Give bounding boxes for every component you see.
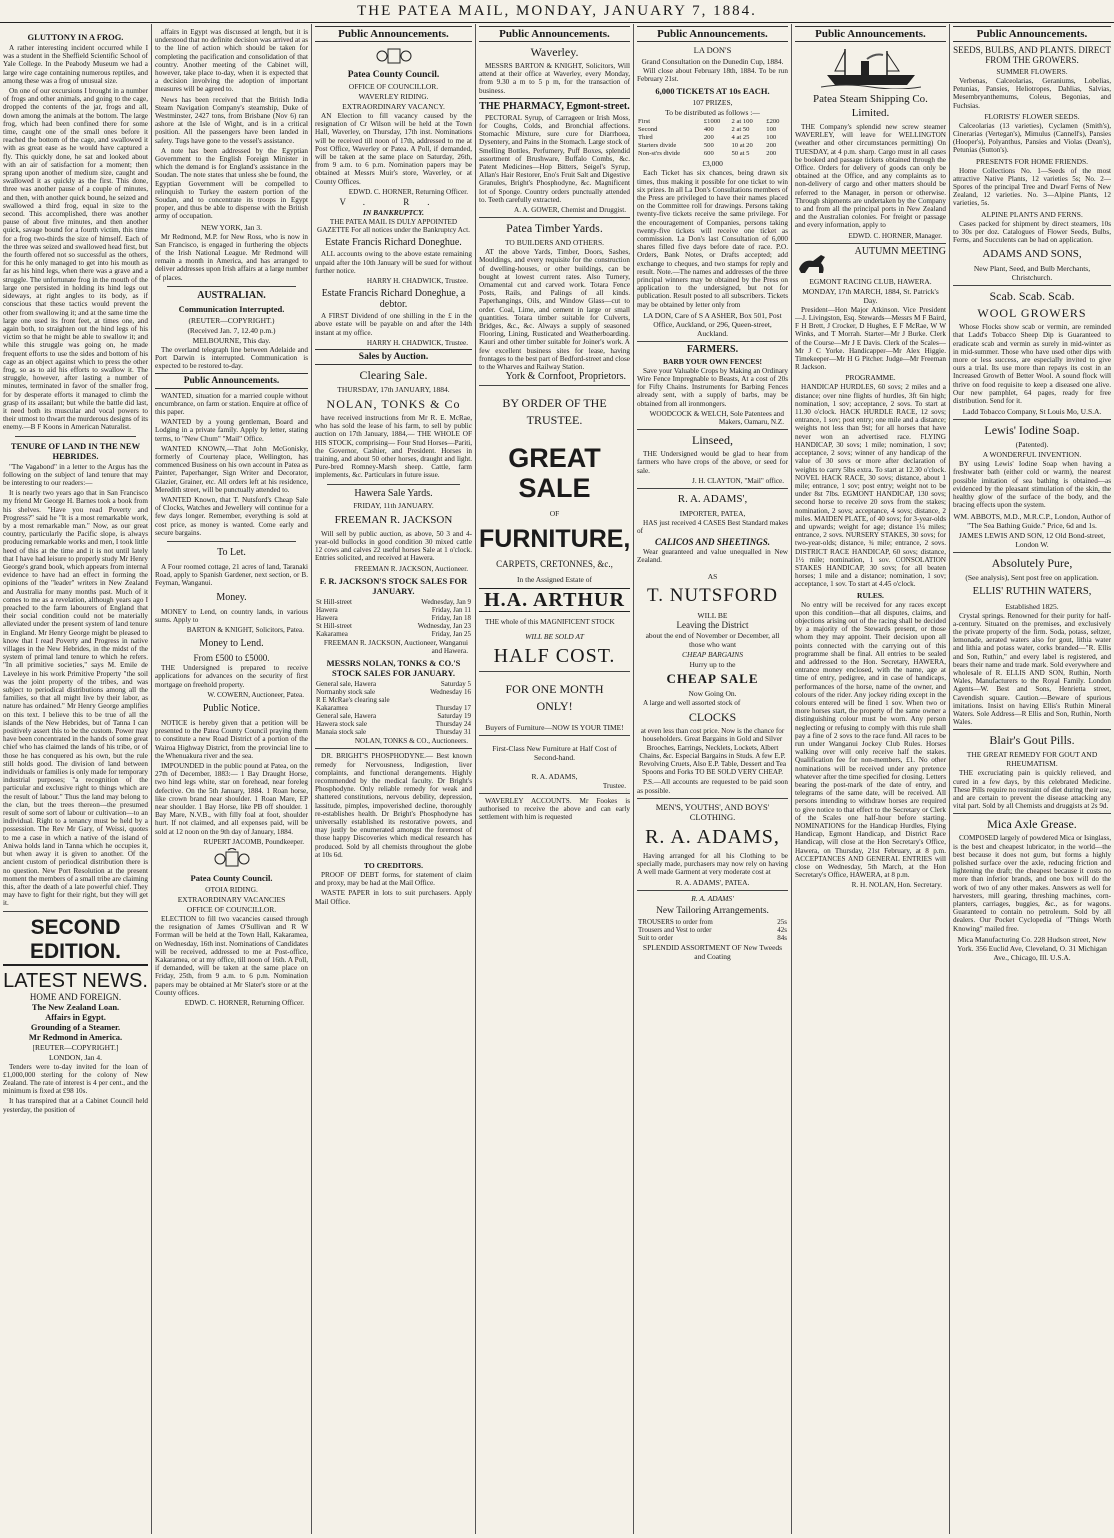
waste-paper-ad: WASTE PAPER in lots to suit purchasers. Apply Mail Office. [315,889,472,906]
nolan-secretary-signature: R. H. NOLAN, Hon. Secretary. [851,881,942,890]
wanted-ad-1: WANTED, situation for a married couple without encumbrance, on farm or station. Enquire at office of this paper. [155,391,308,416]
nolan-stock-title: MESSRS NOLAN, TONKS & CO.'S STOCK SALES FOR JANUARY. [326,658,461,679]
bankruptcy-heading: IN BANKRUPTCY. [362,208,425,218]
steamer-paragraph: News has been received that the British India Steam Navigation Company's steamship, Duke of Westminster, 2427 tons, from Brisbane (Nov 6) ran ashore at the Isle of Wight, and is in a critical position. All the passengers have been landed in safety. Tugs have gone to the vessel's assistance. [155,95,308,145]
jackson-signature: FREEMAN R. JACKSON, Auctioneer. [354,564,468,573]
tenure-paragraph-2: It is nearly two years ago that in San Francisco my friend Mr George H. Barnes took a book from his shelves. "Have you read Poverty and Progress?" said he "It is a most remarkable work, by a most remarkable man." Now, as our great country, particularly the Pacific slope, is always producing remarkable works and men, I took little heed of this at the time and it is not until lately that I have had leisure to properly study Mr Henry George's grand book, which appears from internal evidence to have had an effect in forming the opinions of the "leader" writers in New Zealand and Australia for many months past. Much of it comes to me as a revelation, although years ago I preached to the farm labourers of England that their social condition could not be materially alleviated under the present system of land tenure in England. Mr Henry George might be pleased to know that I read Poverty and Progress in native villages in the New Hebrides, in the midst of the system of primal land tenure to which he refers. "In all primitive societies," says M. Emile de Laveleye in his work Primitive Property "the soil was the joint property of the tribes, and was subject to periodical distributions among all the families, so that all might live by their labor, as nature has ordained." Mr Henry George amplifies on this text. I believe this to be true of all the islands of the New Hebrides, but of Tanna I can positively assert this to be the custom. Power may have been concentrated in the hands of some great chief who has claimed the lands of his tribe, or of those he has conquered as his own, but the rule still holds good. The division of land between individuals or families is only made for temporary industrial purposes; "a recognition of the particular and exclusive right to things which are the result of labour." Thus the land may belong to the clan, but the trees thereon—the presumed result of some sort of labour or cultivation—to an individual. Right to a tenancy must be held by a possession. The Rev Mr Gary, of Weissi, quotes to me a case in which a native of the island of Aniwa holds land in Tanna which he occupies it, but when away it is given to another. Of the ancient custom of periodical distribution there is no question. New Port Resolution at the present moment the members of a small tribe are claiming this, after the death of a late powerful chief. They may have to fight for their right, but they will get it. [3,489,148,908]
table-row: Non-st'rs divide 600 50 at 5 200 [638,150,777,158]
otoia-extraordinary: EXTRAORDINARY VACANCIES [177,895,286,905]
leaving-line: Leaving the District [676,619,749,630]
table-row: General sale, Hawera Saturday 19 [316,712,471,721]
summer-flowers-list: Verbenas, Calceolarias, Geraniums, Lobelias, Petunias, Pansies, Heliotropes, Dahlias, Salvias, Mesembryanthemums, Coleus, Begonias, and Fuchsias. [953,77,1111,110]
ellis-waters-banner: ELLIS' RUTHIN WATERS, [972,585,1092,597]
tenure-paragraph-1: "The Vagabond" in a letter to the Argus has the following on the subject of land tenure that may be interesting to our readers:— [3,462,148,487]
otoia-riding: OTOIA RIDING. [205,885,258,895]
column-5 [634,24,792,1534]
jackson-stock-table [315,598,472,638]
steamship-icon [821,45,921,89]
headline-egypt: Affairs in Egypt. [45,1011,106,1022]
tailoring-heading: New Tailoring Arrangements. [656,906,769,917]
linseed-title: Linseed, [692,433,733,448]
hurry-line: Hurry up to the [689,659,736,669]
column-3-heading: Public Announcements. [315,26,472,42]
ps-line: P.S.—All accounts are requested to be paid soon as possible. [637,778,788,795]
redmond-paragraph: Mr Redmond, M.P. for New Ross, who is now in San Francisco, is engaged in furthering the objects of the Irish National League. Mr Redmond will remain a month in America, and has arranged to deliver addresses upon Irish affairs at a large number of places. [155,232,308,282]
money-title: Money. [216,591,247,603]
table-row: Hawera Friday, Jan 18 [316,613,471,622]
table-row: First £1000 2 at 100 £200 [638,118,780,126]
jackson-sale-paragraph: Will sell by public auction, as above, 50 3 and 4-year-old bullocks in good condition 30 mixed cattle 12 cows and calves 22 useful horses Sale at 1 o'clock. Entries solicited, and received at Hawera. [315,529,472,563]
cheap-sale-banner: CHEAP SALE [666,670,759,686]
table-row: Trousers and Vest to order 42s [638,926,787,935]
carpets-line: CARPETS, CRETONNES, &c., [496,558,613,569]
adams-heading: R. A. ADAMS', [677,493,748,506]
latest-news-heading: LATEST NEWS. [3,969,148,992]
tweeds-line: SPLENDID ASSORTMENT OF New Tweeds and Coating [642,943,783,962]
table-row: Normanby stock sale Wednesday 16 [316,688,471,697]
absolutely-pure: Absolutely Pure, [991,555,1073,570]
autumn-meeting-title: AUTUMN MEETING [854,245,946,257]
adams-trustee-name: R. A. ADAMS, [531,771,578,781]
table-row: St Hill-street Wednesday, Jan 23 [316,621,471,630]
prize-table [637,118,788,158]
soudan-paragraph: A note has been addressed by the Egyptian Government to the English Foreign Minister in which the demand is for England's assistance in the Soudan. The note states that unless she be found, the Egyptian Government will be compelled to relinquish to Turkey the eastern portion of the Soudan, and to concentrate its troops in Egypt proper, and thus be able to dispense with the British army of occupation. [155,146,308,221]
table-row: R E McRae's clearing sale [316,696,390,705]
tailoring-table [637,918,788,942]
lend-amount: From £500 to £5000. [193,653,270,664]
cheap-bargains: CHEAP BARGAINS [682,649,743,659]
barb-fences: BARB YOUR OWN FENCES! [662,356,763,366]
tenure-title: TENURE OF LAND IN THE NEW HEBRIDES. [10,440,141,461]
farmers-title: FARMERS. [686,343,739,355]
waverley-council-title: Patea County Council. [347,70,440,80]
cabinet-paragraph: It has transpired that at a Cabinet Council held yesterday, the position of [3,1097,148,1114]
nolan-tonks-banner: NOLAN, TONKS & Co [326,397,461,412]
estate-2-title: Estate Francis Richard Doneghue, a debtor. [321,288,466,311]
clearing-sale-date: THURSDAY, 17th JANUARY, 1884. [337,385,450,395]
ladon-close: Will close about February 18th, 1884. To be run February 21st. [637,67,788,84]
headline-steamer: Grounding of a Steamer. [30,1021,121,1032]
lewis-address: JAMES LEWIS AND SON, 12 Old Bond-street, London W. [958,530,1106,549]
table-row: Kakaramea Thursday 17 [316,704,471,713]
communication-title: Communication Interrupted. [178,303,285,314]
ladon-tickets: 6,000 TICKETS AT 10s EACH. [655,86,770,97]
coat-of-arms-icon [212,848,252,870]
column-6 [792,24,950,1534]
wanted-ad-4: WANTED Known, that T. Nutsford's Cheap Sale of Clocks, Watches and Jewellery will continue for a few days longer. Remember, everything is sold at cost price, as money is wanted. Come early and secure bargains. [155,495,308,537]
pharmacy-title: THE PHARMACY, Egmont-street. [479,100,630,112]
ladon-address: LA DON, Care of S A ASHER, Box 501, Post Office, Auckland, or 296, Queen-street, Auckland. [643,310,782,338]
impounded-paragraph: IMPOUNDED in the public pound at Patea, on the 27th of December, 1883:— 1 Bay Draught Horse, two hind legs white, star on forehead, near foreleg defective. On the 5th January, 1884. 1 Roan horse, like crown brand near shoulder. 1 Roan Mare, EP near shoulder. 1 Bay Horse, like PB off shoulder. 1 Bay Mare, N.V.B., with filly foal at foot, shoulder hurt. If not claimed, and all expenses paid, will be sold at 12 noon on the 9th day of January, 1884. [155,762,308,836]
going-on: Now Going On. [688,688,737,698]
jackson-banner: FREEMAN R. JACKSON [334,513,453,526]
adams-label-2: R. A. ADAMS' [691,894,734,904]
one-month-line: FOR ONE MONTH [505,681,604,696]
table-row: TROUSERS to order from 25s [638,918,787,927]
to-let-paragraph: A Four roomed cottage, 21 acres of land, Taranaki Road, apply to Spanish Gardener, next section, or B. Feyman, Wanganui. [155,562,308,588]
egmont-club: EGMONT RACING CLUB, HAWERA. [809,276,932,286]
mica-paragraph: COMPOSED largely of powdered Mica or Isinglass, is the best and cheapest lubricator, in the world—the best because it does not gum, but forms a highly polished surface over the axle, reducing friction and lightening the draft; the cheapest because it costs no more than inferior brands, and one box will do the work of two of any other makes. Answers as well for harvesters, mill gearing, threshing machines, corn-planters, carriages, buggies, &c., as for wagons. Guaranteed to contain no petroleum. Sold by all dealers. Our Pocket Cyclopedia of "Things Worth Knowing" mailed free. [953,834,1111,933]
waverley-riding: WAVERLEY RIDING. [358,92,429,101]
barton-knight-signature: BARTON & KNIGHT, Solicitors, Patea. [186,625,304,634]
florists-seeds: FLORISTS' FLOWER SEEDS. [984,111,1080,121]
patented-label: (Patented). [1015,440,1049,450]
london-dateline: LONDON, Jan 4. [49,1052,102,1062]
wanted-ad-3: WANTED KNOWN,—That John McGonisky, formerly of Courtenay place, Wellington, has commenced Business on his own account in Patea as Painter, Paperhanger, Sign Writer and Decorator, Glazier, Grainer, etc. All orders left at his residence, Meredith street, will be punctually attended to. [155,444,308,494]
proof-of-debt-ad: PROOF OF DEBT forms, for statement of claim and proxy, may be had at the Mail Office. [315,870,472,888]
clayton-signature: J. H. CLAYTON, "Mail" office. [692,476,784,485]
racehorse-icon [795,249,833,277]
calicos-line: CALICOS AND SHEETINGS. [655,536,770,547]
overland-paragraph: The overland telegraph line between Adelaide and Port Darwin is interrupted. Communication is expected to be restored to-day. [155,345,308,371]
egypt-paragraph: affairs in Egypt was discussed at length, but it is understood that no definite decision was arrived at as to the line of action which should be taken for completing the pacification and consolidation of that country. Another meeting of the Cabinet will, however, take place to-day, when it is expected that a decision involving the adoption of important measures will be agreed to. [155,28,308,94]
ladon-distribute: To be distributed as follows :— [665,108,760,118]
great-sale-banner: GREAT SALE [508,442,601,503]
column-4-heading: Public Announcements. [479,26,630,42]
race-officials: President—Hon Major Atkinson. Vice President—J. Livingston, Esq. Stewards—Messrs M F Baird, F H Brett, J Crocker, D Hughes, E F McRae, W W Winks, and T Morrah. Starter—Mr J Burke. Clerk of the Course—Mr J E Davis. Clerk of the Scales—Mr J C Yorke. Handicapper—Mr Alex Higgie. Timekeeper—Mr H G Pitcher. Judge—Mr Freeman R Jackson. [795,305,946,372]
column-7-heading: Public Announcements. [953,26,1111,42]
table-row: Starters divide 500 10 at 20 200 [638,142,777,150]
will-be-label: WILL BE [697,610,728,620]
programme-heading: PROGRAMME. [845,373,896,383]
table-row: Hawera stock sale Thursday 24 [316,720,471,729]
table-row: Suit to order 84s [638,934,787,943]
column-5-heading: Public Announcements. [637,26,788,42]
estate-2-paragraph: A FIRST Dividend of one shilling in the £ in the above estate will be payable on and after the 14th instant at my office. [315,312,472,337]
headline-redmond: Mr Redmond in America. [28,1031,123,1042]
presents-heading: PRESENTS FOR HOME FRIENDS. [975,156,1089,166]
ladon-subtitle: Grand Consultation on the Dunedin Cup, 1884. [641,57,784,66]
adams-sons-banner: ADAMS AND SONS, [982,248,1082,261]
waverley-election-paragraph: AN Election to fill vacancy caused by the resignation of Cr Wilson will be held at the Town Hall, Waverley, on Thursday, 17th inst. Nominations will be received till noon of 17th, addressed to me at Post Office, Waverley or Patea. A Poll, if demanded, will be taken at the same place on Saturday, 26th, from 9 a.m. to 6 p.m. Nomination papers may be obtained at Messrs Muir's store, Waverley, or at County Offices. [315,112,472,186]
timber-ad: AT the above Yards, Timber, Doors, Sashes, Mouldings, and every requisite for the construction of dwelling-houses, or other buildings, can be bought at lowest current rates. Also Turnery, Ornamental cut and carved work. Totara Fence Posts, Rails, and Palings of all kinds. Paperhangings, Oils, and Window Glass—cut to order. Coal, Lime, and cement in large or small quantities. Totara timber suitable for Culverts, Bridges, &c., &c. Always a supply of seasoned Flooring, Lining, Rusticated and Weatherboarding. Kauri and other timber suitable for Joiner's work. A few excellent business sites for lease, having frontages to the best part of Bedford-street and close to the Wharves and Railway Station. [479,248,630,372]
will-be-sold: WILL BE SOLD AT [525,631,584,641]
seeds-title: SEEDS, BULBS, AND PLANTS. DIRECT FROM THE GROWERS. [953,45,1111,65]
vr-mark: V. R. [339,197,448,208]
presents-list: Home Collections No. 1—Seeds of the most attractive Native Plants, 12 varieties 5s; No. 2—Spores of the principal Tree and Dwarf Ferns of New Zealand, 12 varieties. No. 3—Alpine Plants, 12 varieties, 5s. [953,166,1111,208]
table-row: Manaia stock sale Thursday 31 [316,728,471,737]
money-to-lend-title: Money to Lend. [199,638,264,650]
clocks-banner: CLOCKS [688,710,737,725]
whole-stock: THE whole of this MAGNIFICENT STOCK [485,617,615,626]
estate-1-title: Estate Francis Richard Doneghue. [325,237,462,249]
pharmacy-ad: PECTORAL Syrup, of Carrageen or Irish Moss, for Coughs, Colds, and Bronchial affections. Stomachic Mixture, sure cure for Diarrhoea, Dysentery, and Pains in the Stomach. Large stock of Smelling Bottles, Perfumery, Puff Boxes, splendid assortment of Brushware, Buffalo Combs, &c. Patent Medicines—Hop Bitters, Seigel's Syrup, Allan's Hair Restorer, Eno's Fruit Salt and Digestive Granules, Bright's Phosphodyne, &c. Magnificent lot of Sponge. Country orders punctually attended to. Teeth carefully extracted. [479,113,630,204]
clothing-paragraph: Having arranged for all his Clothing to be specially made, purchasers may now rely on having A well made Garment at very moderate cost at [637,851,788,877]
ellis-paragraph: Crystal springs. Renowned for their purity for half-a-century. Situated on the premises, and exclusively the private property of the firm. Soda, potass, seltzer, lemonade, aerated waters also for gout, lithia water and lithia and potass water, corks branded—"R. Ellis and Son, Ruthin," and every label is registered, and bears their name and trade mark. Sold everywhere and wholesale of R. ELLIS AND SON, Ruthin, North Wales, Manufacturers to the Royal Family. London Agents—W. Best and Sons, Henrietta street, Cavendish square. Caution.—Beware of spurious imitations. Insist on having Ellis's Ruthin Mineral Waters. Sole Address—R Ellis and Son, Ruthin, North Wales. [953,611,1111,727]
chadwick-signature-2: HARRY H. CHADWICK, Trustee. [366,338,468,347]
waverley-extraordinary: EXTRAORDINARY VACANCY. [342,102,445,111]
waverley-accounts: WAVERLEY ACCOUNTS. Mr Fookes is authorised to receive the above and can early settlement with him is requested [479,796,630,822]
chadwick-signature-1: HARRY H. CHADWICK, Trustee. [366,277,468,286]
frog-paragraph-2: On one of our excursions I brought in a number of frogs and other animals, and going to the cage, dropped the contents of the jar, frogs and all, down among the animals at the bottom. The large frog, which had been confined there for some time, caught one of the small ones before it reached the bottom of the cage, and swallowed it with as great ease as he would have captured a fly. This quickly done, he sat and looked about with an air of satisfaction for a moment; then sprang upon another of medium size, caught and swallowed it as quickly as the first. This done, three was another pause of a couple of minutes, and then, with another quick bound, he seized and swallowed a third frog, equal in size to the second. This accomplished, there was another pause of about five minutes, and then another quick, savage bound for a fourth victim, this time for a frog two-thirds the size of himself. Each of the three was seized and swallowed head first, but the fourth offered not so successful as the others, for this he only managed to get into his mouth as far as his hind legs, when there was a grave and a struggle. The unfortunate frog in the mouth of the large one persisted in holding its hind legs out sideways, at right angles to its body, as if conscious that these tactics would prevent the other from swallowing it; and at the same time the large one used its front feet, at times one, and again both, to straighten out the hind legs of his victim so that he might be able to swallow it; and while this struggle was going on, he made frequent efforts to use the sides and bottom of his cage as an object against which to press the other frog, so as to aid his efforts to swallow it. The struggle, however, after lasting a number of minutes, terminated in favor of the smaller frog, for by desperate efforts it managed to climb the grasp of its assailant; but while the battle did last, it need both its muscular and vocal powers to their utmost to thwart the murderous designs of its enemy.—B F Koons in American Naturalist. [3,87,148,432]
nolan-stock-table [315,680,472,736]
column-4 [476,24,634,1534]
mica-title: Mica Axle Grease. [987,817,1077,832]
adams-cases: HAS just received 4 CASES Best Standard makes of [637,519,788,536]
reuter-copyright: [REUTER—COPYRIGHT.] [32,1042,119,1052]
frog-title: GLUTTONY IN A FROG. [27,32,124,42]
arthur-banner: H.A. ARTHUR [479,588,630,612]
lend-paragraph: THE Undersigned is prepared to receive applications for advances on the security of first mortgage on freehold property. [155,664,308,689]
clothing-heading: MEN'S, YOUTHS', AND BOYS' CLOTHING. [655,801,770,822]
builders-subtitle: TO BUILDERS AND OTHERS. [504,238,605,248]
blair-paragraph: THE excruciating pain is quickly relieved, and cured in a few days, by this celebrated Medicine. These Pills require no restraint of diet during their use, and are certain to prevent the disease attacking any vital part. Sold by all Chemists and druggists at 2s 9d. [953,769,1111,811]
column-1 [0,24,152,1534]
waverley-office: OFFICE OF COUNCILLOR. [348,82,439,91]
table-row: St Hill-street Wednesday, Jan 9 [316,597,471,606]
by-order: BY ORDER OF THE [502,395,607,410]
summer-flowers: SUMMER FLOWERS. [996,67,1068,76]
linseed-paragraph: THE Undersigned would be glad to hear from farmers who have crops of the above, or seed for sale. [637,450,788,475]
scab-title: Scab. Scab. Scab. [989,289,1075,304]
trustee-label: Trustee. [602,781,626,790]
florists-list: Calceolarias (13 varieties), Cyclamen (Smith's), Cinerarias (Vertegan's), Mimulus (Cannell's), Pansies (Hooper's), Polyanthus, Pansies and Violas (Dean's), Petunias (Sutton's). [953,121,1111,155]
fences-paragraph: Save your Valuable Crops by Making an Ordinary Wire Fence Impregnable to Beasts, At a cost of 20s for Fifty Chains. Instruments for Barbing Fences already sent, with a supply of barbs, may be obtained from all ironmongers. [637,366,788,408]
gower-signature: A. A. GOWER, Chemist and Druggist. [514,206,626,215]
assigned-estate: In the Assigned Estate of [517,574,592,584]
of-label: OF [549,508,560,518]
second-edition-banner: SECOND EDITION. [3,916,148,966]
trustee-heading: TRUSTEE. [526,412,583,427]
table-row: Third 200 4 at 25 100 [638,134,777,142]
australian-heading: AUSTRALIAN. [197,289,266,301]
ladon-paragraph: Each Ticket has six chances, being drawn six times, thus making it possible for one ticket to win six prizes. In all La Don's Consultations members of the Press are privileged to have their names placed on the Committee roll for drawings. Persons taking twenty-five tickets receive the same privilege. For the encouragement of Companies, persons taking twenty-five tickets will receive one ticket as commission. La Don's last Consultation of 6,000 shares filled five days before date of race. P.O. Orders, Bank Notes, or Drafts accepted; add exchange to cheques, and two stamps for reply and result. Note.—The names and addresses of the three principal winners may be obtained by the Press on application to the undersigned, but not for publication. Result posted to all subscribers. Tickets may be obtained by letter only from [637,169,788,309]
race-date: MONDAY, 17th MARCH, 1884, St. Patrick's Day. [802,286,939,305]
waverley-horner-signature: EDWD. C. HORNER, Returning Officer. [348,187,468,196]
adams-clothing-banner: R. A. ADAMS, [645,825,780,848]
newspaper-columns [0,24,1114,1534]
headline-loan: The New Zealand Loan. [31,1001,120,1012]
hawera-sale-yards: Hawera Sale Yards. [354,487,433,499]
loan-paragraph: Tenders were to-day invited for the loan of £1,000,000 sterling for the colony of New Zealand. The rate of interest is 4 per cent., and the minimum is fixed at £98 10s. [3,1062,148,1096]
wonderful-invention: A WONDERFUL INVENTION. [982,450,1082,460]
jackson-stock-title: F. R. JACKSON'S STOCK SALES FOR JANUARY. [319,575,468,596]
half-cost-banner: HALF COST. [493,644,616,667]
see-analysis: (See analysis), Sent post free on application. [965,572,1099,582]
coat-of-arms-icon [374,45,414,67]
rules-paragraph: No entry will be received for any races except upon this condition—that all disputes, claims, and objections arising out of the racing shall be decided by a majority of the Stewards present, or those whom they may appoint. Their decision upon all points connected with the carrying out of this programme shall be final. All entries to be sealed and addressed to the Hon. Secretary, HAWERA, entrance money enclosed, with the name, age at time of entry, pedigree, and in case of handicaps, performances of the horse, name of the owner, and colours of the rider. Any jockey riding except in the colours entered will be fined 1 sov. When two or more horses start, the property of the same owner a distinguishing colour must be worn. Any person neglecting or refusing to comply with this rule shall pay a fine of 2 sovs to the race fund. All races to be run under Wanganui Jockey Club Rules. Horses walking over will only receive half the stakes. Qualification fee for non-members, £1. No other nominations will be received under any pretence whatever after the time specified for closing. Letters bearing the post-mark of the date of entry, and telegrams of the same date, will be received. All persons intending to withdraw horses are required to give notice to that effect to the Secretary or Clerk of the Scales one half-hour before starting. NOMINATIONS for the Handicap Hurdles, Flying Handicap, Egmont Handicap, and District Race Handicap, will close at the Hon Secretary's Office, Hawera, on Thursday, 21st February, at 8 p.m. ACCEPTANCES AND GENERAL ENTRIES will close on Wednesday, 5th March, at the Hon Secretary's Office, HAWERA, at 8 p.m. [795,600,946,880]
buyers-line: Buyers of Furniture—NOW IS YOUR TIME! [485,722,624,732]
column-2 [152,24,312,1534]
money-paragraph: MONEY to Lend, on country lands, in various sums. Apply to [155,607,308,624]
york-cornfoot-signature: York & Cornfoot, Proprietors. [505,371,626,383]
adams-address: R. A. ADAMS', PATEA. [675,878,750,888]
otoia-election-paragraph: ELECTION to fill two vacancies caused through the resignation of James O'Sullivan and R W Forrman will be held at the Town Hall, Kakaramea, on Wednesday, 16th inst. Nominations of Candidates will be received, addressed to me at Post-office, Kakaramea, or at my office, till noon of 16th. A Poll, if demanded, will be taken at the same place on Friday, 25th, from 9 a.m. to 6 p.m. Nomination papers may be obtained at Mr Slater's store or at the County offices. [155,915,308,997]
public-announcements-heading: Public Announcements. [155,373,308,389]
new-york-dateline: NEW YORK, Jan 3. [200,222,263,232]
table-row: Second 400 2 at 50 100 [638,126,777,134]
nolan-signature: NOLAN, TONKS & CO., Auctioneers. [354,737,468,746]
timber-yards-title: Patea Timber Yards. [506,221,603,236]
barton-knight-ad: MESSRS BARTON & KNIGHT, Solicitors, Will attend at their office at Waverley, every Monday, from 9.30 a m to 5 p m, for the transaction of business. [479,62,630,95]
wool-growers-paragraph: Whose Flocks show scab or vermin, are reminded that Ladd's Tobacco Sheep Dip is Guaranteed to eradicate scab and vermin as surely in mid-winter as in mid-summer. Those who have used other dips with more or less success, are especially invited to give ours a trial. Its use more than repays its cost in an Increased Growth of Better Wool. A sound flock will thrive on food requisite to keep a diseased one alive. Our new pamphlet, 64 pages, ready for free distribution. Send for it. [953,323,1111,406]
to-let-title: To Let. [217,546,246,558]
mica-address: Mica Manufacturing Co. 228 Hudson street, New York. 356 Euclid Ave, Cleveland, O. 31 Michigan Ave., Chicago, Ill. U.S.A. [957,934,1107,962]
blair-subtitle: THE GREAT REMEDY FOR GOUT AND RHEUMATISM. [966,750,1098,769]
stock-line: A large and well assorted stock of [643,698,741,707]
first-class-line: First-Class New Furniture at Half Cost of Second-hand. [492,743,617,762]
about-line: about the end of November or December, all those who want [645,630,780,649]
table-row: General sale, Hawera Saturday 5 [316,680,471,689]
masthead: THE PATEA MAIL, MONDAY, JANUARY 7, 1884. [0,0,1114,23]
table-row: Hawera Friday, Jan 11 [316,605,471,614]
column-7 [950,24,1114,1534]
public-notice-paragraph: NOTICE is hereby given that a petition will be presented to the Patea County Council praying them to constitute a new Road District of a portion of the Wairoa Highway District, from the provincial line to the Whenuakura river and the sea. [155,718,308,760]
adams-sons-address: New Plant, Seed, and Bulb Merchants, Christchurch. [973,264,1091,283]
sales-by-auction-heading: Sales by Auction. [315,349,472,365]
cowern-signature: W. COWERN, Auctioneer, Patea. [207,690,304,699]
shipping-paragraph: THE Company's splendid new screw steamer WAVERLEY, will leave for WELLINGTON (weather and other circumstances permitting) On TUESDAY, at 4 p.m. sharp. Cargo must in all cases be booked and passage tickets obtained through the Office. Orders for delivery of goods can only be obtained at the Office, and any complaints as to non-delivery of cargo and other matters should be referred to the Manager, in person or otherwise. Through shipments are undertaken by the Company to and from all the principal ports in New Zealand and the Australian colonies. For freight or passage and every information, apply to [795,123,946,230]
bright-phosphodyne-ad: DR. BRIGHT'S PHOSPHODYNE.— Best known remedy for Nervousness, Indigestion, liver complaints, and functional derangements. Highly recommended by the medical faculty. Dr Bright's Phosphodyne. Only reliable remedy for weak and shattered constitutions, nervous debility, depression, lassitude, pimples, impoverished decline, thoroughly re-establishes health. Dr Bright's Phosphodyne has universally established its restorative powers, and may justly be enumerated amongst the foremost of those happy Discoveries which medical research has produced. Sold by all chemists throughout the globe at 10s 6d. [315,752,472,859]
programme-paragraph: HANDICAP HURDLES, 60 sovs; 2 miles and a distance; over nine flights of hurdles, 3ft 6in high; nomination, 1 sov; acceptance, 2 sovs. To start at 11.30 o'clock. HACK HURDLE RACE, 12 sovs; entrance, 1 sov; post entry; one mile and a distance; weights not less than 9st; for all horses that have never won an advertised race. FLYING HANDICAP, 30 sovs; 1 mile; nomination, 1 sov; acceptance, 2 sovs; winner of any handicap of the value of 30 sovs or more after declaration of weights to carry 5lbs extra. To start at 12.30 o'clock. NOVEL HACK RACE, 30 sovs; distance, about 1 mile; entrance, 1 sov; post entry; weight not to be under 8st 7lbs. EGMONT HANDICAP, 130 sovs; second horse to receive 20 sovs from the stakes; nomination, 2 sovs; acceptance, 4 sovs; distance, 2 miles. MAIDEN PLATE, of 40 sovs; for 3-year-olds and upwards; weight for age; distance 1¼ miles; entrance, 2 sovs. NURSERY STAKES, 30 sovs; for two-year-olds; distance, ¾ mile; entrance, 2 sovs. DISTRICT RACE HANDICAP, 60 sovs; distance, 1½ mile; nomination, 1 sov. CONSOLATION STAKES HANDICAP, 30 sovs; for all beaten horses; 1 mile and a distance; nomination, 1 sov; acceptance, 1 sov. To start at 4.45 o'clock. [795,383,946,589]
jackson-signature-2: FREEMAN R. JACKSON, Auctioneer, Wanganui and Hawera. [323,638,468,655]
blair-title: Blair's Gout Pills. [989,733,1075,748]
wanted-ad-2: WANTED by a young gentleman, Board and Lodging in a private family. Apply by letter, stating terms, to "New Chum" "Mail" Office. [155,418,308,443]
table-row: Kakaramea Friday, Jan 25 [316,629,471,638]
importer-line: IMPORTER, PATEA, [679,509,746,519]
otoia-council-title: Patea County Council. [190,873,273,884]
rules-heading: RULES. [857,590,884,600]
as-label: AS [707,571,718,581]
home-foreign: HOME AND FOREIGN. [29,991,122,1002]
wool-growers-banner: WOOL GROWERS [977,306,1087,321]
woodcock-signature: WOODCOCK & WELCH, Sole Patentees and Makers, Oamaru, N.Z. [649,409,784,427]
reuter-note: (REUTER—COPYRIGHT.) [188,315,275,325]
ladon-prizes: 107 PRIZES, [692,98,733,108]
patea-mail-gazette: THE PATEA MAIL IS DULY APPOINTED GAZETTE For all notices under the Bankruptcy Act. [317,218,470,235]
ladd-company: Ladd Tobacco Company, St Louis Mo, U.S.A. [962,407,1102,417]
alpine-paragraph: Cases packed for shipment by direct steamers, 10s to 30s per doz. Catalogues of Flower Seeds, Bulbs, Ferns, and Succulents can be had on application. [953,219,1111,245]
waverley-title: Waverley. [530,45,579,59]
furniture-banner: FURNITURE, [479,524,631,553]
iodine-paragraph: BY using Lewis' Iodine Soap when having a freshwater bath (either cold or warm), the nearest possible imitation of sea bathing is obtained—as evidenced by the pleasant stimulation of the skin, the healthy glow of the surface of the body, and the bracing effects upon the system. [953,460,1111,510]
iodine-soap-title: Lewis' Iodine Soap. [984,423,1080,438]
frog-paragraph-1: A rather interesting incident occurred while I was a student in the Sheffield Scientific School of Yale College. In the Peabody Museum we had a large wire cage containing numerous reptiles, and among these was a frog of unusual size. [3,44,148,85]
clearing-sale-title: Clearing Sale. [359,368,428,383]
otoia-office: OFFICE OF COUNCILLOR. [186,905,277,915]
alpine-heading: ALPINE PLANTS AND FERNS. [981,209,1083,219]
jacomb-signature: RUPERT JACOMB, Poundkeeper. [203,837,304,846]
established-line: Established 1825. [1005,601,1059,611]
ladon-title: LA DON'S [693,45,732,55]
clocks-paragraph: at even less than cost price. Now is the chance for householders. Great Bargains in Gold and Silver Brooches, Earrings, Necklets, Lockets, Albert Chains, &c. Especial Bargains in Studs. A few E.P. Revolving Cruets, Also E.P. Table, Dessert and Tea Spoons and Forks TO BE SOLD VERY CHEAP. [638,727,787,777]
abbots-line: WM. ABBOTS, M.D., M.R.C.P., London, Author of "The Sea Bathing Guide." Price, 6d and 1s. [953,511,1111,530]
estate-1-paragraph: ALL accounts owing to the above estate remaining unpaid after the 10th January will be sued for without further notice. [315,250,472,275]
public-notice-title: Public Notice. [202,702,261,714]
column-6-heading: Public Announcements. [795,26,946,42]
only-line: ONLY! [536,698,573,713]
shipping-company-title: Patea Steam Shipping Co. Limited. [813,93,928,119]
column-3 [312,24,476,1534]
nutsford-banner: T. NUTSFORD [647,584,778,606]
otoia-horner-signature: EDWD. C. HORNER, Returning Officer. [184,999,304,1008]
wear-line: Wear guaranteed and value unequalled in New Zealand. [637,547,788,564]
melbourne-dateline: MELBOURNE, This day. [192,335,271,345]
received-note: (Received Jan. 7, 12.40 p.m.) [187,325,276,335]
prize-total: £3,000 [702,159,723,169]
nolan-sale-paragraph: have received instructions from Mr R. E. McRae, who has sold the lease of his farm, to sell by public auction on 17th January, 1884,— THE WHOLE OF HIS STOCK, comprising— Four Stud Horses—Pariti, the Governor, Cashier, and President. Horses in training, and about 50 other horses, draught and light. Pure-bred Romney-Marsh sheep. Cattle, farm implements, &c. Particulars in future issue. [315,414,472,480]
shipping-horner-signature: EDWD. C. HORNER, Manager. [848,231,942,240]
hawera-sale-date: FRIDAY, 11th JANUARY. [353,500,434,510]
creditors-title: TO CREDITORS. [364,860,423,870]
